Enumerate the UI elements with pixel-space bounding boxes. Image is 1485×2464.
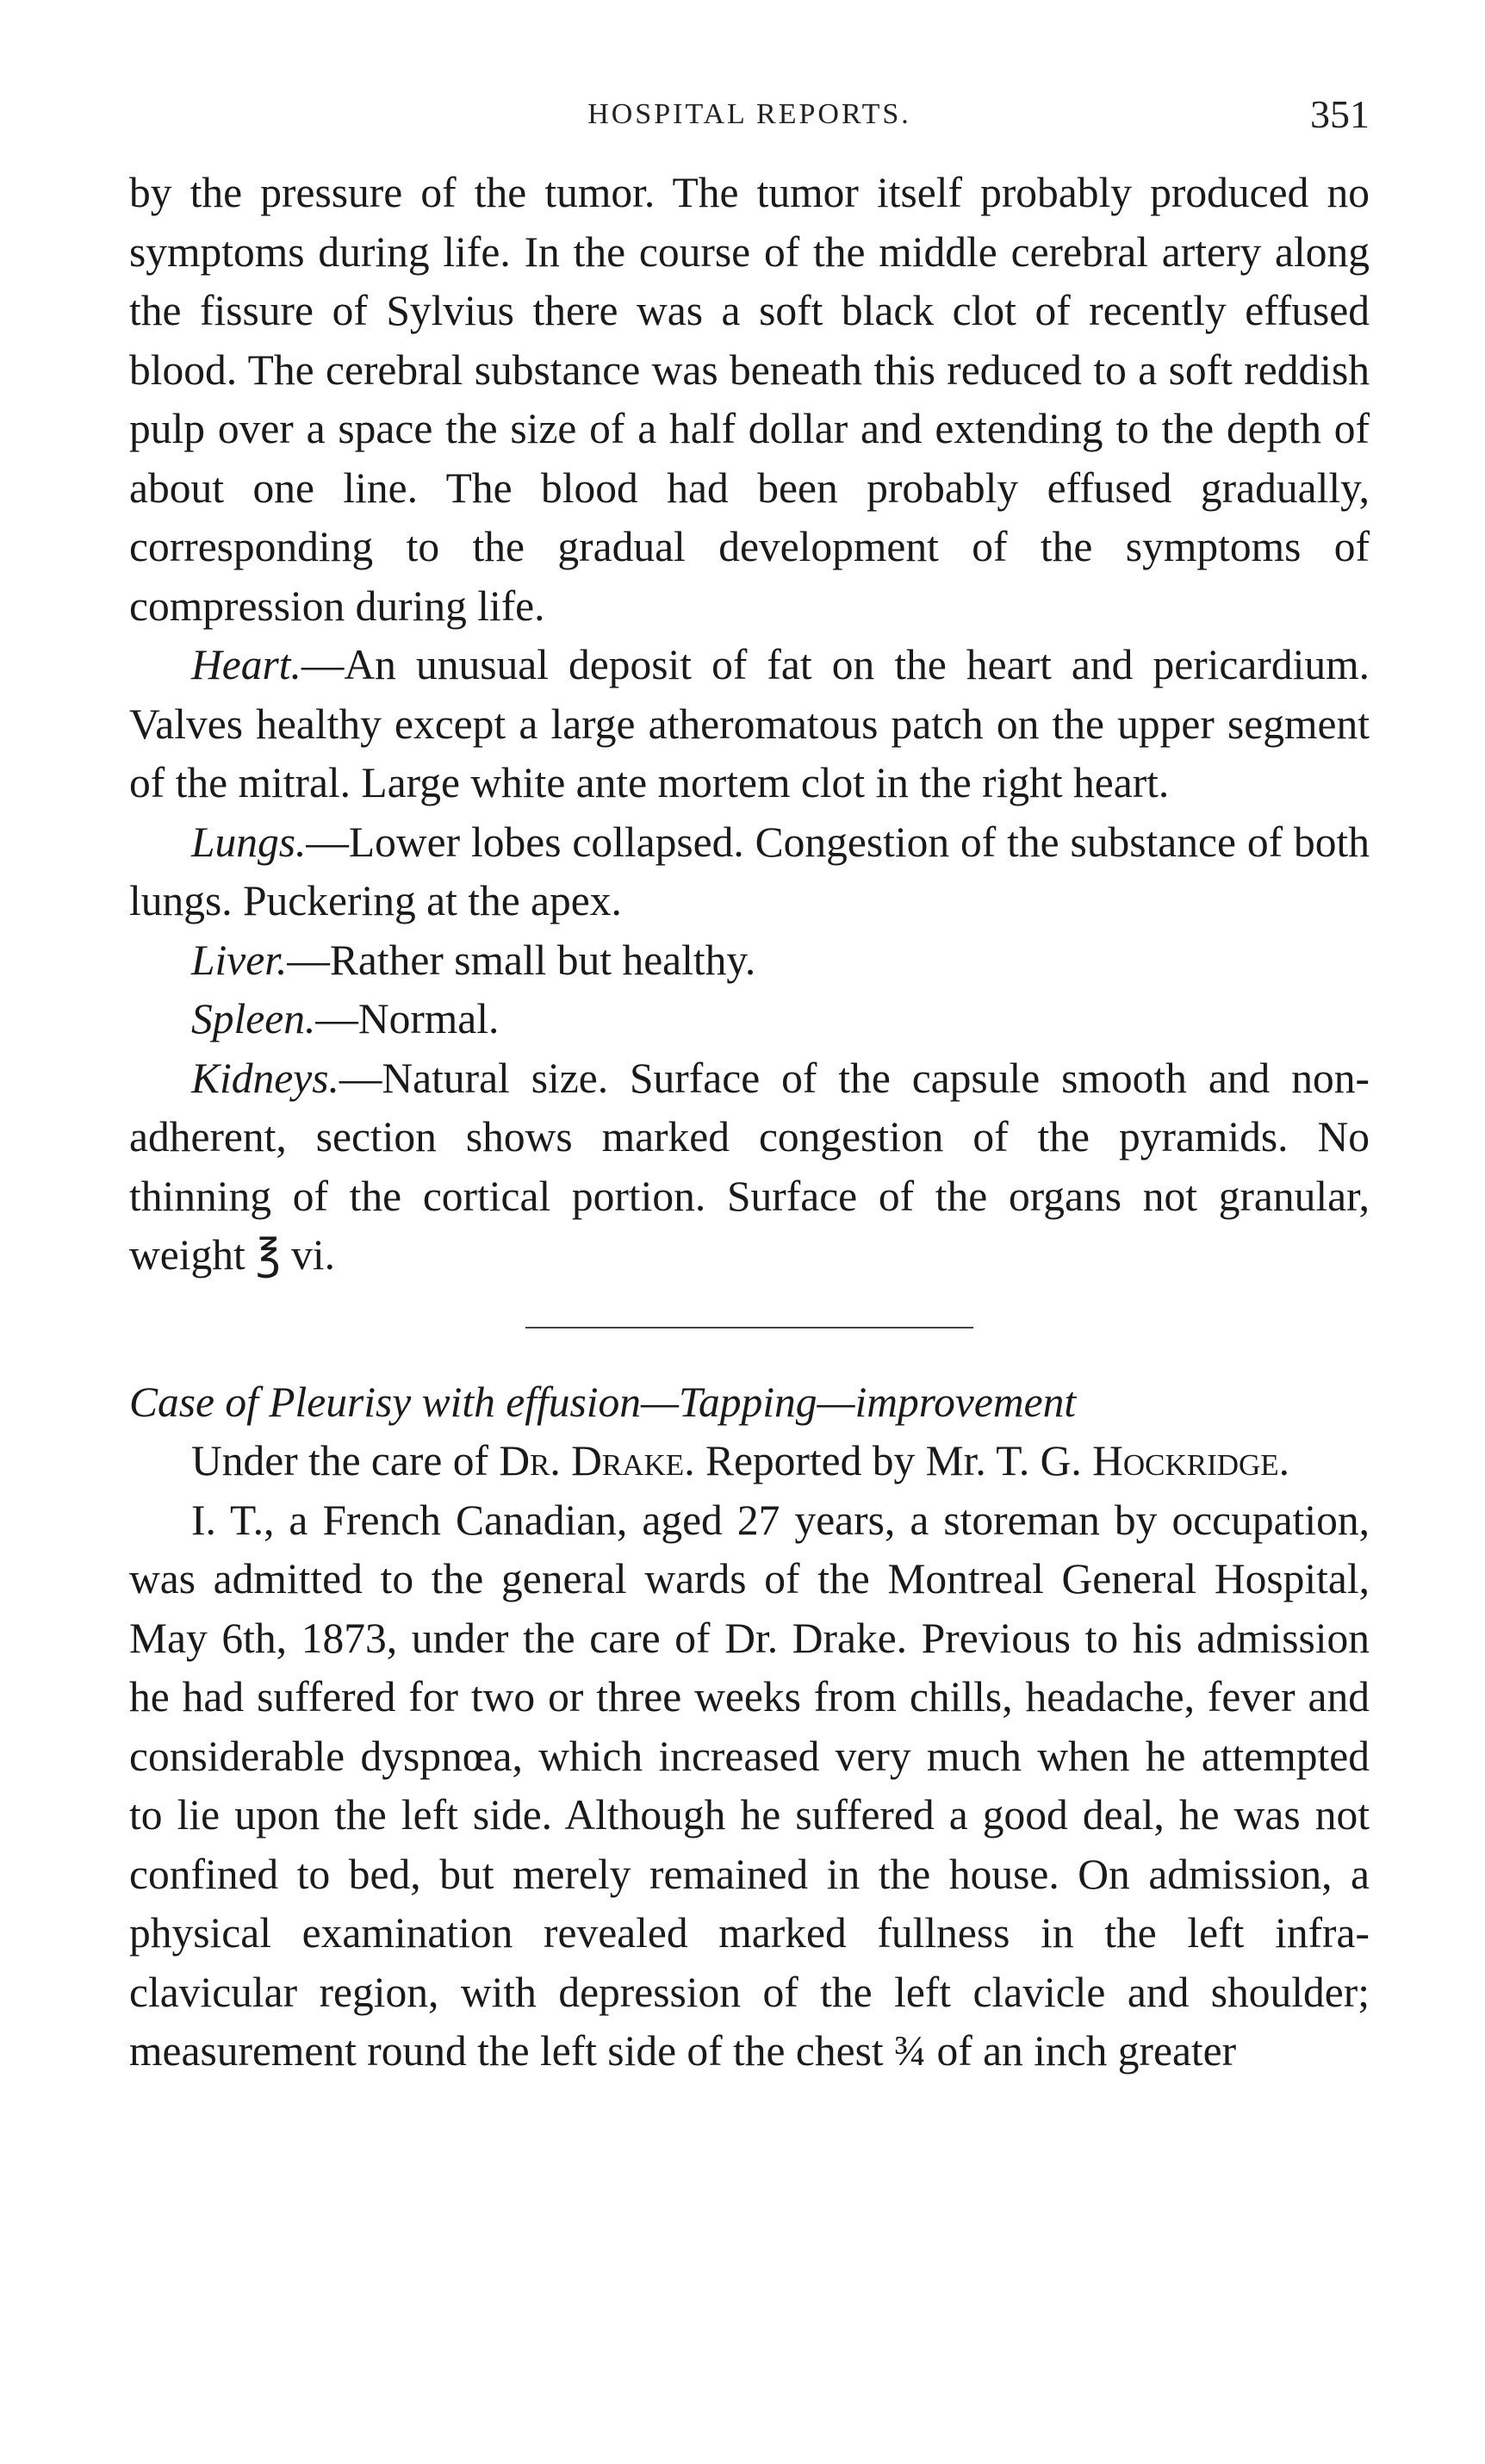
reported-by-prefix: . Reported by Mr. T. G. — [684, 1437, 1093, 1484]
running-title: HOSPITAL REPORTS. — [587, 98, 911, 130]
case-body-paragraph: I. T., a French Canadian, aged 27 years, a storeman by occupation, was admitted to the general wards of the Montreal General Hospital, May 6th, 1873, under the care of Dr. Drake. Previous to his admission he had suffered for two or three weeks from chills, headache, fever and considerable dyspnœa, which increased very much when he attempted to lie upon the left side. Although he suffered a good deal, he was not confined to bed, but merely remained in the house. On admission, a physical examination revealed marked fullness in the left infra-clavicular region, with depression of the left clavicle and shoulder; measurement round the left side of the chest ¾ of an inch greater — [129, 1496, 1370, 2075]
kidneys-label: Kidneys. — [191, 1054, 339, 1102]
lungs-label: Lungs. — [191, 818, 307, 866]
autopsy-intro-paragraph: by the pressure of the tumor. The tumor itself probably produced no symptoms during life. In the course of the middle cerebral artery along the fissure of Sylvius there was a soft black clot of recently effused blood. The cerebral substance was beneath this reduced to a soft reddish pulp over a space the size of a half dollar and extending to the depth of about one line. The blood had been probably effused gradually, corresponding to the gradual development of the symptoms of compression during life. — [129, 169, 1370, 630]
autopsy-report — [129, 164, 1370, 1285]
reporter-name: Hockridge — [1092, 1437, 1279, 1484]
heart-label: Heart. — [191, 641, 301, 688]
lungs-paragraph — [129, 813, 1370, 931]
case-report — [129, 1491, 1370, 2081]
section-divider — [525, 1327, 973, 1328]
case-heading: Case of Pleurisy with effusion—Tapping—improvement — [129, 1378, 1077, 1426]
liver-label: Liver. — [191, 936, 288, 984]
kidneys-text: —Natural size. Surface of the capsule smooth and non-adherent, section shows marked congestion of the pyramids. No thinning of the cortical portion. Surface of the organs not granular, weight ℥ vi. — [129, 1054, 1370, 1279]
page-number: 351 — [1310, 92, 1370, 136]
reporter-suffix: . — [1278, 1437, 1290, 1484]
running-head — [129, 86, 1370, 164]
spleen-paragraph — [129, 990, 1370, 1049]
kidneys-paragraph — [129, 1049, 1370, 1285]
liver-text: —Rather small but healthy. — [287, 936, 756, 984]
liver-paragraph — [129, 931, 1370, 991]
lungs-text: —Lower lobes collapsed. Congestion of the substance of both lungs. Puckering at the apex. — [129, 818, 1370, 924]
doctor-name: Dr. Drake — [499, 1437, 685, 1484]
heart-text: —An unusual deposit of fat on the heart and pericardium. Valves healthy except a large atheromatous patch on the upper segment of the mitral. Large white ante mortem clot in the right heart. — [129, 641, 1370, 806]
heart-paragraph — [129, 636, 1370, 813]
case-attribution — [129, 1432, 1370, 1491]
spleen-label: Spleen. — [191, 995, 316, 1042]
document-page — [129, 86, 1370, 2081]
spleen-text: —Normal. — [315, 995, 500, 1042]
under-care-prefix: Under the care of — [191, 1437, 500, 1484]
